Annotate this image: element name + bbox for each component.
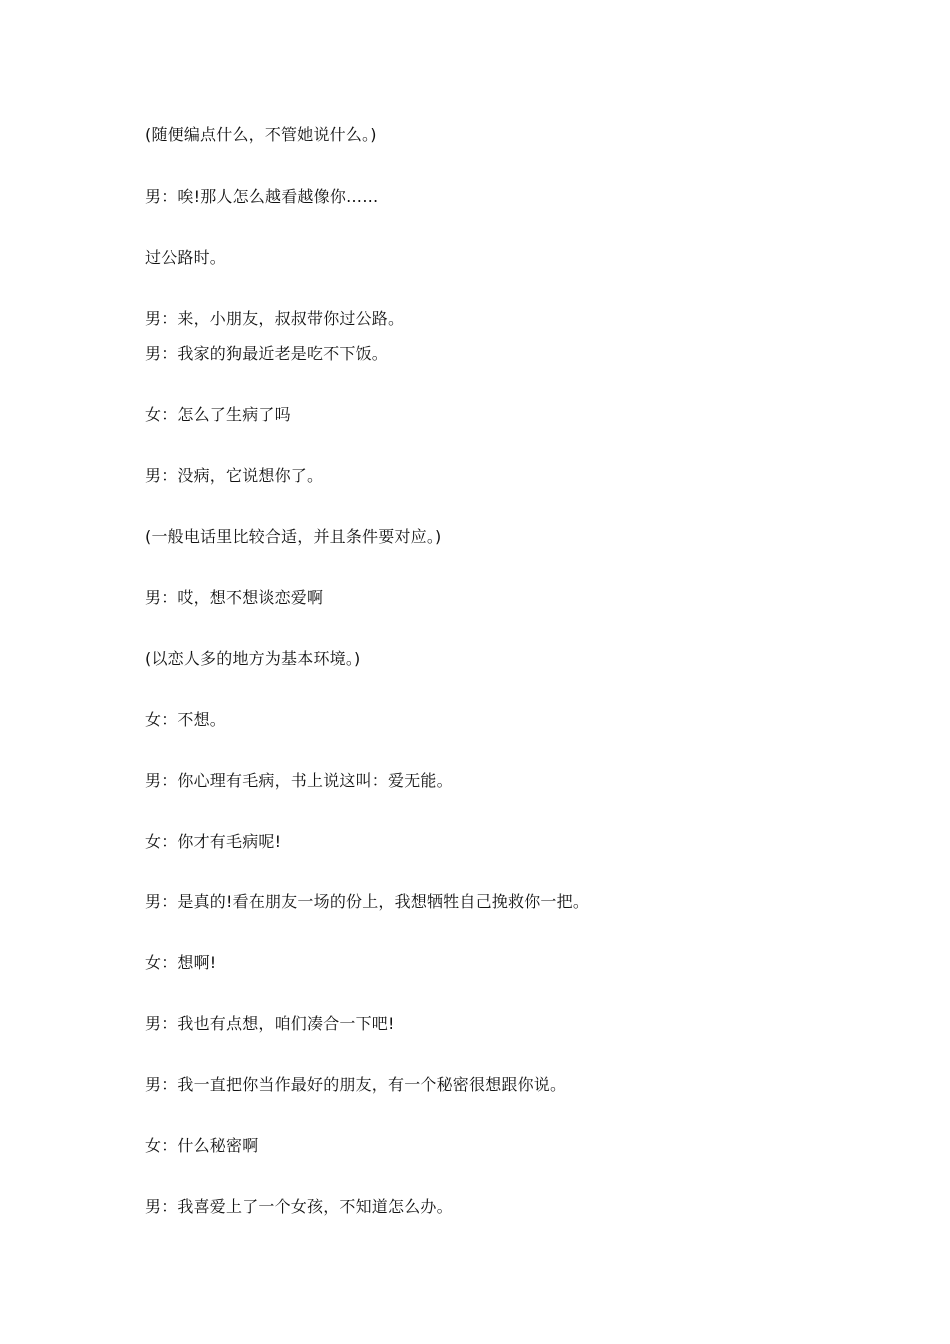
- text-line: (以恋人多的地方为基本环境。): [145, 649, 361, 668]
- text-line: 男：没病，它说想你了。: [145, 466, 324, 485]
- text-line: 男：哎，想不想谈恋爱啊: [145, 588, 324, 607]
- text-line: 男：来，小朋友，叔叔带你过公路。: [145, 309, 405, 328]
- text-line: 女：想啊!: [145, 953, 217, 972]
- text-line: 男：你心理有毛病，书上说这叫：爱无能。: [145, 771, 453, 790]
- text-line: 女：不想。: [145, 710, 227, 729]
- text-line: (一般电话里比较合适，并且条件要对应。): [145, 527, 442, 546]
- text-line: 男：我也有点想，咱们凑合一下吧!: [145, 1014, 395, 1033]
- text-line: 男：我一直把你当作最好的朋友，有一个秘密很想跟你说。: [145, 1075, 567, 1094]
- text-line: 男：我家的狗最近老是吃不下饭。: [145, 344, 389, 363]
- text-line: 女：什么秘密啊: [145, 1136, 259, 1155]
- text-line: 女：怎么了生病了吗: [145, 405, 291, 424]
- text-line: 男：唉!那人怎么越看越像你……: [145, 187, 379, 206]
- text-line: 男：是真的!看在朋友一场的份上，我想牺牲自己挽救你一把。: [145, 892, 590, 911]
- text-line: 过公路时。: [145, 248, 227, 267]
- text-line: 男：我喜爱上了一个女孩，不知道怎么办。: [145, 1197, 453, 1216]
- text-line: 女：你才有毛病呢!: [145, 832, 282, 851]
- text-line: (随便编点什么，不管她说什么。): [145, 125, 377, 144]
